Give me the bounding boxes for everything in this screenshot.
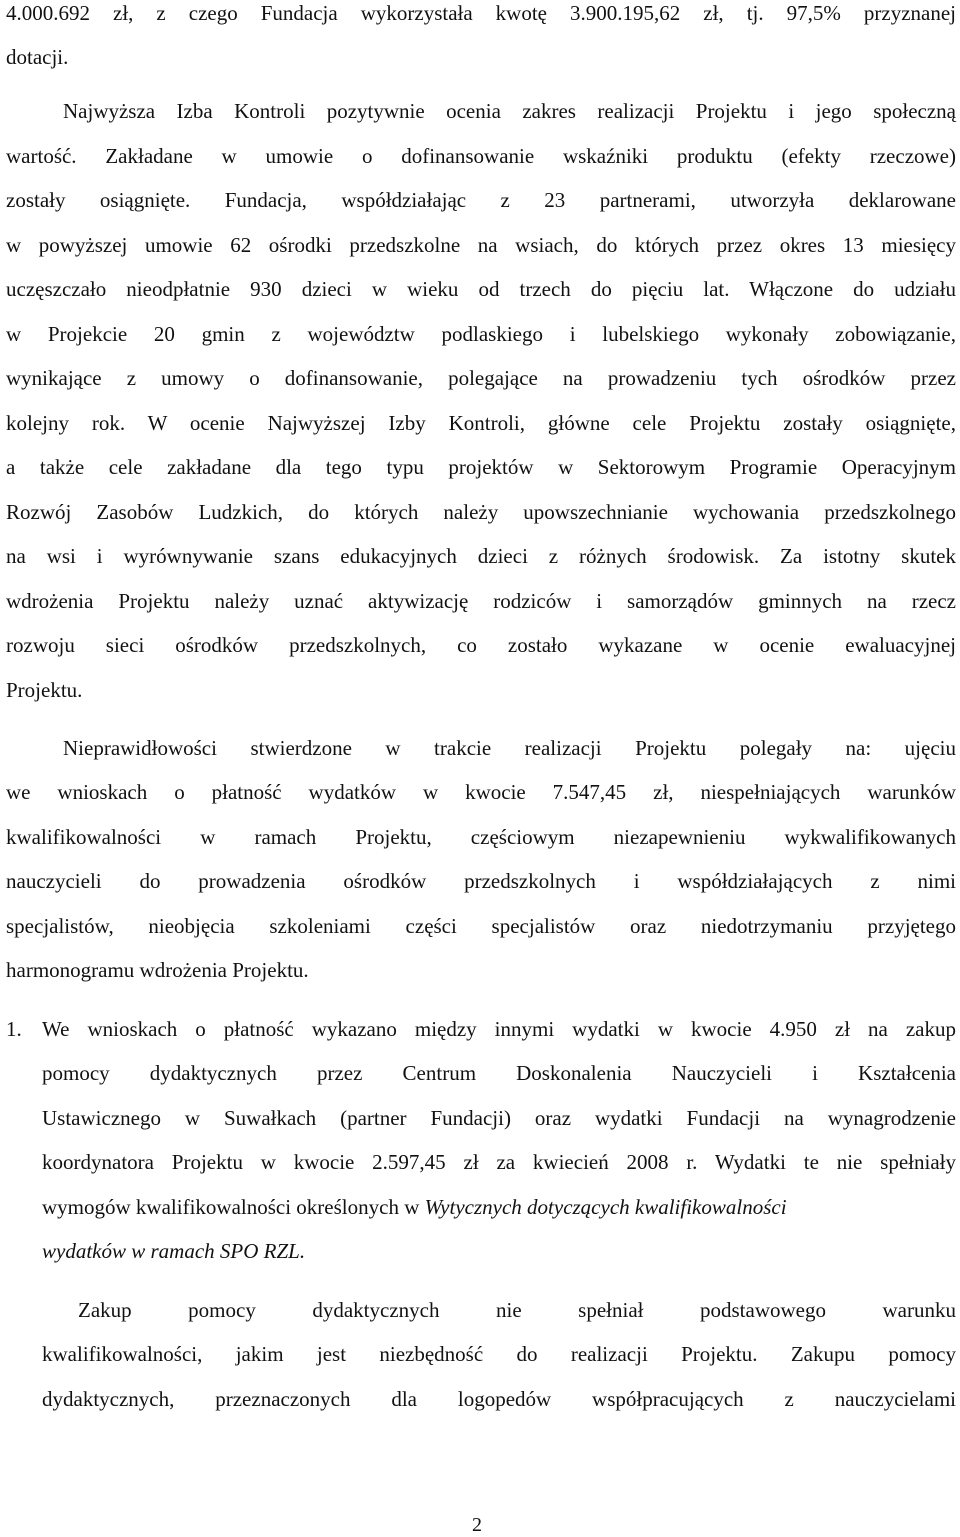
text-line: dydaktycznych, przeznaczonych dla logopedów współpracujących z nauczycielami xyxy=(42,1387,956,1411)
text-line: w Projekcie 20 gmin z województw podlaskiego i lubelskiego wykonały zobowiązanie, xyxy=(6,322,956,346)
page-number: 2 xyxy=(472,1514,482,1536)
text-line: koordynatora Projektu w kwocie 2.597,45 zł za kwiecień 2008 r. Wydatki te nie spełniały xyxy=(42,1150,956,1174)
text-line: wynikające z umowy o dofinansowanie, polegające na prowadzeniu tych ośrodków przez xyxy=(6,366,956,390)
text-line-mixed xyxy=(42,1194,956,1220)
text-line: uczęszczało nieodpłatnie 930 dzieci w wieku od trzech do pięciu lat. Włączone do udziału xyxy=(6,277,956,301)
text-line: We wnioskach o płatność wykazano między innymi wydatki w kwocie 4.950 zł na zakup xyxy=(42,1017,956,1041)
text-line: Ustawicznego w Suwałkach (partner Fundacji) oraz wydatki Fundacji na wynagrodzenie xyxy=(42,1106,956,1130)
list-number: 1. xyxy=(6,1017,22,1041)
text-line: Nieprawidłowości stwierdzone w trakcie realizacji Projektu polegały na: ujęciu xyxy=(63,736,956,760)
text-line: nauczycieli do prowadzenia ośrodków przedszkolnych i współdziałających z nimi xyxy=(6,869,956,893)
italic-title: wydatków w ramach SPO RZL. xyxy=(42,1239,306,1263)
text-line: dotacji. xyxy=(6,45,69,69)
text-line: kwalifikowalności, jakim jest niezbędność do realizacji Projektu. Zakupu pomocy xyxy=(42,1342,956,1366)
text-line: rozwoju sieci ośrodków przedszkolnych, co zostało wykazane w ocenie ewaluacyjnej xyxy=(6,633,956,657)
text-line: wartość. Zakładane w umowie o dofinansowanie wskaźniki produktu (efekty rzeczowe) xyxy=(6,144,956,168)
text-line: we wnioskach o płatność wydatków w kwocie 7.547,45 zł, niespełniających warunków xyxy=(6,780,956,804)
text-line: Najwyższa Izba Kontroli pozytywnie ocenia zakres realizacji Projektu i jego społeczną xyxy=(63,99,956,123)
text-line: specjalistów, nieobjęcia szkoleniami części specjalistów oraz niedotrzymaniu przyjętego xyxy=(6,914,956,938)
text-line: 4.000.692 zł, z czego Fundacja wykorzystała kwotę 3.900.195,62 zł, tj. 97,5% przyznanej xyxy=(6,1,956,25)
italic-title: Wytycznych dotyczących kwalifikowalności xyxy=(424,1195,787,1219)
text-line: harmonogramu wdrożenia Projektu. xyxy=(6,958,309,982)
text-line: pomocy dydaktycznych przez Centrum Doskonalenia Nauczycieli i Kształcenia xyxy=(42,1061,956,1085)
text-span: wymogów kwalifikowalności określonych w xyxy=(42,1195,425,1219)
text-line: Projektu. xyxy=(6,678,83,702)
text-line: na wsi i wyrównywanie szans edukacyjnych dzieci z różnych środowisk. Za istotny skutek xyxy=(6,544,956,568)
text-line: zostały osiągnięte. Fundacja, współdziałając z 23 partnerami, utworzyła deklarowane xyxy=(6,188,956,212)
text-line: Zakup pomocy dydaktycznych nie spełniał podstawowego warunku xyxy=(78,1298,956,1322)
text-line: kolejny rok. W ocenie Najwyższej Izby Kontroli, główne cele Projektu zostały osiągnięte, xyxy=(6,411,956,435)
text-line: w powyższej umowie 62 ośrodki przedszkolne na wsiach, do których przez okres 13 miesięcy xyxy=(6,233,956,257)
text-line: kwalifikowalności w ramach Projektu, częściowym niezapewnieniu wykwalifikowanych xyxy=(6,825,956,849)
text-line: Rozwój Zasobów Ludzkich, do których należy upowszechnianie wychowania przedszkolnego xyxy=(6,500,956,524)
text-line: a także cele zakładane dla tego typu projektów w Sektorowym Programie Operacyjnym xyxy=(6,455,956,479)
text-line: wdrożenia Projektu należy uznać aktywizację rodziców i samorządów gminnych na rzecz xyxy=(6,589,956,613)
